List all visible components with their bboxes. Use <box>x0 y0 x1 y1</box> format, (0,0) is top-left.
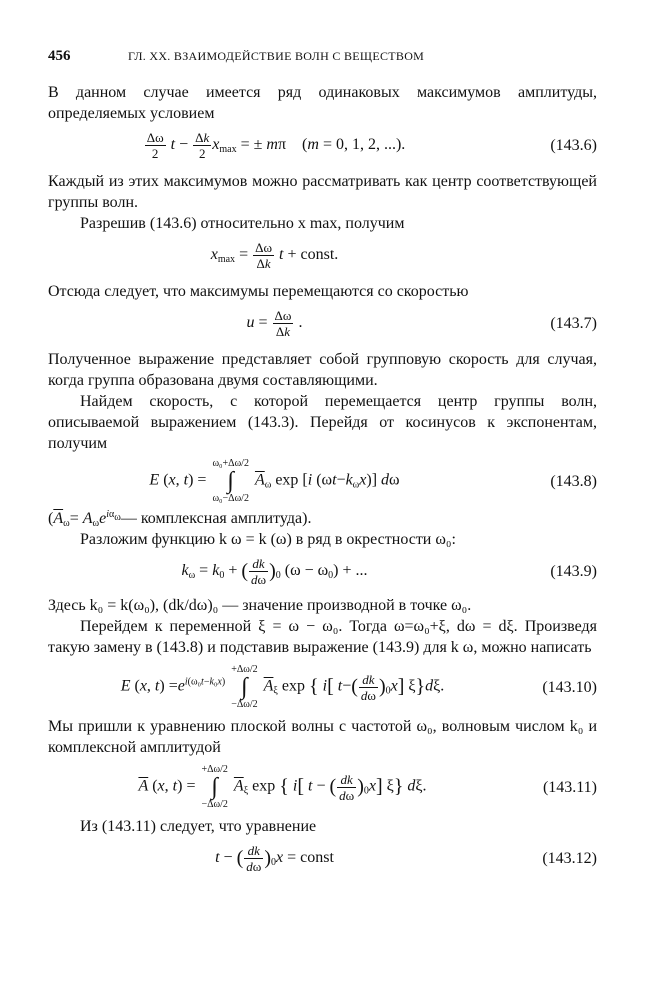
equation-body: u = $\frac{\Delta\omega}{\Delta k}$ . <box>246 308 303 339</box>
paragraph-10: Перейдем к переменной ξ = ω − ω₀. Тогда ω=ω₀+ξ, dω = dξ. Произведя такую замену в (143.8) и подставив выражение (143.9) для k ω, можно написать <box>48 618 597 656</box>
equation-number: (143.8) <box>550 472 597 490</box>
equation-143-9 <box>48 556 597 587</box>
equation-number: (143.10) <box>542 678 597 696</box>
equation-body: $x_{max}$ = $\frac{\Delta\omega}{\Delta k}$ t + const. <box>210 240 339 271</box>
paragraph-9: Здесь k₀ = k(ω₀), (dk/dω)₀ — значение производной в точке ω₀. <box>48 597 472 614</box>
equation-body: E (x, t) = ω₀+Δω/2 ∫ ω₀−Δω/2 $\overline{A}_\omega$ exp [i $(\omega t-k_\omega x)$] dω <box>149 458 400 504</box>
paragraph-1: В данном случае имеется ряд одинаковых максимумов амплитуды, определяемых условием <box>48 84 597 122</box>
equation-number: (143.7) <box>550 315 597 332</box>
equation-x-max <box>48 240 597 271</box>
paragraph-11: Мы пришли к уравнению плоской волны с частотой ω₀, волновым числом k₀ и комплексной амплитудой <box>48 718 597 756</box>
equation-body: $k_\omega = k_0$ + ( $\frac{dk}{d\omega}$ )$_0$ $(\omega - \omega_0)$ + ... <box>181 556 368 587</box>
paragraph-12: Из (143.11) следует, что уравнение <box>80 818 317 835</box>
equation-143-11 <box>48 764 597 810</box>
equation-143-6 <box>48 130 597 161</box>
paragraph-6: Найдем скорость, с которой перемещается центр группы волн, описываемой выражением (143.3). Перейдя от косинусов к экспонентам, получим <box>48 393 597 452</box>
equation-number: (143.9) <box>550 563 597 580</box>
equation-body: $\frac{\Delta\omega}{2}$ t − $\frac{\Delta k}{2}$ $x_{max}$ = ± mπ (m = 0, 1, 2, ...). <box>146 130 406 161</box>
equation-body: t − ( $\frac{dk}{d\omega}$ )$_0x$ = const <box>215 843 334 874</box>
equation-143-8 <box>48 458 597 504</box>
paragraph-8: Разложим функцию k ω = k (ω) в ряд в окрестности ω₀: <box>80 531 456 548</box>
equation-number: (143.12) <box>542 850 597 867</box>
equation-143-7 <box>48 308 597 339</box>
paragraph-3: Разрешив (143.6) относительно x max, получим <box>80 215 405 232</box>
paragraph-5: Полученное выражение представляет собой групповую скорость для случая, когда группа образована двумя составляющими. <box>48 351 597 389</box>
page-header <box>48 46 597 68</box>
paragraph-2: Каждый из этих максимумов можно рассматривать как центр соответствующей группы волн. <box>48 173 597 211</box>
equation-number: (143.11) <box>542 778 597 796</box>
page-number: 456 <box>48 48 71 64</box>
equation-body: E (x, $t) =e^{i(\omega_0t-k_0x)} +\Delta\omega/2$ ∫ −Δω/2 $\overline{A}_\xi$ exp { i[ t−( $\frac{dk}{d\omega}$ )$_0x$] ξ}dξ. <box>120 664 445 710</box>
equation-body: $\overline{A}$ (x, t) = +Δω/2 ∫ −Δω/2 $\overline{A}_\xi$ exp { i[ t − ( $\frac{dk}{d\omega}$ )$_0x$] ξ} dξ. <box>138 764 427 810</box>
equation-143-12 <box>48 843 597 874</box>
running-title: ГЛ. XX. ВЗАИМОДЕЙСТВИЕ ВОЛН С ВЕЩЕСТВОМ <box>128 49 425 63</box>
equation-143-10 <box>48 664 597 710</box>
paragraph-7: ($\overline{A}_\omega=$ $A_\omega e^{i\alpha_\omega}—$ комплексная амплитуда). <box>48 509 312 529</box>
paragraph-4: Отсюда следует, что максимумы перемещаются со скоростью <box>48 283 469 300</box>
equation-number: (143.6) <box>550 137 597 154</box>
